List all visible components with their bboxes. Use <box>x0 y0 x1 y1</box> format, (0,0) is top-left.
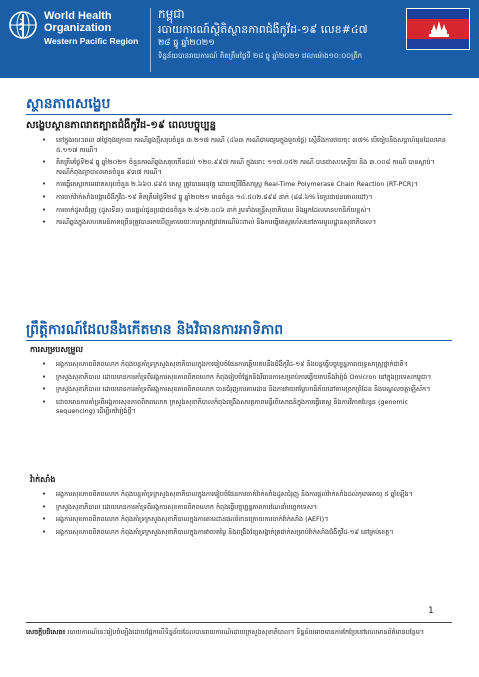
list-item: • ការចាក់វ៉ាក់សាំងបង្ការជំងឺកូវីដ-១៩ គិតត្រឹមថ្ងៃទី២៨ ធ្នូ ឆ្នាំ២០២១ មានចំនួន ១៤.៥០២.៨៩៨ នាក់ (៨៨.៦% នៃប្រជាជនគោលដៅ)។ <box>38 193 448 203</box>
list-item: • អង្គការសុខភាពពិភពលោក កំពុងគាំទ្រក្រសួងសុខាភិបាលក្នុងការវាយតម្លៃ និងពង្រឹងខ្សែសង្វាក់ត្រជាក់សម្រាប់វ៉ាក់សាំងជំងឺកូវីដ-១៩ នៅគ្រប់ខេត្ត។ <box>38 528 448 538</box>
list-item: • ដោយមានការគាំទ្រពីអង្គការសុខភាពពិភពលោក ក្រសួងសុខាភិបាលកំពុងពង្រឹងសមត្ថភាពមន្ទីរពិសោធន៍ក្នុងការធ្វើតេស្ត និងការវិភាគហ្សែន (genomic sequencing) ដើម្បីរកវ៉ារ្យ៉ង់ថ្មី។ <box>38 398 448 417</box>
situation-list <box>38 136 448 231</box>
list-item: • ករណីឆ្លងក្នុងសហគមន៍ភាគច្រើនត្រូវបានរកឃើញតាមរយៈការស្រាវជ្រាវករណីប៉ះពាល់ និងការធ្វើតេស្តរហ័សនៅតាមមូលដ្ឋានសុខាភិបាល។ <box>38 218 448 228</box>
list-item: • អង្គការសុខភាពពិភពលោក កំពុងគាំទ្រក្រសួងសុខាភិបាលក្នុងការតាមដានផលរំខានក្រោយការចាក់វ៉ាក់សាំង (AEFI)។ <box>38 515 448 525</box>
list-item: • ក្រសួងសុខាភិបាល ដោយមានការគាំទ្រពីអង្គការសុខភាពពិភពលោក កំពុងធ្វើបច្ចុប្បន្នភាពការណែនាំបច្ចេកទេស។ <box>38 503 448 513</box>
list-item: • ការចាក់ដូសជំរុញ (ដូសទី៣) បានផ្តល់ជូនប្រជាជនចំនួន ២.៨១២.០០៦ នាក់ រួមទាំងមន្ត្រីសុខាភិបាល និងអ្នកដែលមានហានិភ័យខ្ពស់។ <box>38 206 448 216</box>
list-item: • អង្គការសុខភាពពិភពលោក កំពុងបន្តគាំទ្រក្រសួងសុខាភិបាលក្នុងការរៀបចំផែនការឆ្លើយតបនឹងជំងឺកូវីដ-១៩ និងបន្តធ្វើបច្ចុប្បន្នភាពយុទ្ធសាស្ត្រថ្នាក់ជាតិ។ <box>38 360 448 370</box>
list-item: • អង្គការសុខភាពពិភពលោក កំពុងបន្តគាំទ្រក្រសួងសុខាភិបាលក្នុងការរៀបចំផែនការចាក់វ៉ាក់សាំងដូសជំរុញ និងការផ្តល់វ៉ាក់សាំងដល់កុមារអាយុ ៥ ឆ្នាំឡើង។ <box>38 490 448 500</box>
org-region: Western Pacific Region <box>44 36 139 46</box>
cambodia-flag-icon <box>406 8 470 50</box>
org-name-line2: Organization <box>44 22 112 34</box>
report-title: របាយការណ៍ស្ថិតិស្ថានភាពជំងឺកូវីដ-១៩ លេខ#៤៧ <box>158 23 368 36</box>
vaccine-list <box>38 490 448 540</box>
list-item: • គិតត្រឹមថ្ងៃទី២៨ ធ្នូ ឆ្នាំ២០២១ ចំនួនករណីឆ្លងសរុបកើនដល់ ១២០.៩៩៧ ករណី ក្នុងនោះ ១១៧.០៥២ ករណី បានជាសះស្បើយ និង ៣.០០៨ ករណី បានស្លាប់។ ករណីកំពុងព្យាបាលមានចំនួន ៩៣៧ ករណី។ <box>38 158 448 177</box>
situation-rule <box>26 114 452 115</box>
list-item: • ក្រសួងសុខាភិបាល ដោយមានការគាំទ្រពីអង្គការសុខភាពពិភពលោក កំពុងរៀបចំផ្នែកនិងវិធានការសម្រាប់ការឆ្លើយតបនឹងវ៉ារ្យ៉ង់ Omicron នៅក្នុងប្រទេសកម្ពុជា។ <box>38 373 448 383</box>
banner-divider <box>150 8 151 72</box>
list-item: • នៅក្នុងរយៈពេល ៧ថ្ងៃចុងក្រោយ ករណីឆ្លងថ្មីសរុបចំនួន ៣.២១៧ ករណី (៤៦៣ ករណីជាមធ្យមក្នុងមួយថ្ងៃ) ស្មើនឹងការថយចុះ ៣៧% បើធៀបនឹងសប្តាហ៍មុនដែលមាន ៥.១១៧ ករណី។ <box>38 136 448 155</box>
country-name: កម្ពុជា <box>158 7 185 21</box>
org-name-line1: World Health <box>44 10 112 22</box>
coordination-list <box>38 360 448 420</box>
data-period: ទិន្នន័យបានរាយការណ៍ គិតត្រឹមថ្ងៃទី ២៨ ធ្នូ ឆ្នាំ២០២១ វេលាម៉ោង១០:០០ព្រឹក <box>158 52 363 60</box>
report-title-block <box>158 6 368 62</box>
footnote-rule <box>26 622 452 623</box>
situation-subtitle: សង្ខេបស្ថានភាពរាតត្បាតជំងឺកូវីដ-១៩ ពេលបច្ចុប្បន្ន <box>26 120 216 131</box>
vaccine-heading: វ៉ាក់សាំង <box>30 475 56 484</box>
footnote-label: សេចក្តីបដិសេធ៖ <box>26 628 66 636</box>
who-emblem-icon <box>8 10 38 40</box>
org-name-block <box>44 10 138 47</box>
list-item: • ក្រសួងសុខាភិបាល ដោយមានការគាំទ្រពីអង្គការសុខភាពពិភពលោក បានជំរុញការតាមដាន និងការវាយតម្លៃហានិភ័យនៅតាមច្រកព្រំដែន និងមណ្ឌលចត្តាឡីស័ក។ <box>38 385 448 395</box>
list-item: • ការធ្វើតេស្តរកមេរោគសរុបចំនួន ២.៦៦០.៨៩៥ តេស្ត ត្រូវបានអនុវត្ត ដោយប្រើវិធីសាស្ត្រ Real-Time Polymerase Chain Reaction (RT-PCR)។ <box>38 180 448 190</box>
page-number: 1 <box>428 606 434 616</box>
report-date: ២៨ ធ្នូ ឆ្នាំ២០២១ <box>158 38 215 48</box>
response-rule <box>26 340 452 341</box>
footnote-text: របាយការណ៍នេះរៀបចំឡើងដោយផ្អែកលើទិន្នន័យដែលបានរាយការណ៍ដោយក្រសួងសុខាភិបាល។ ទិន្នន័យអាចមានការកែប្រែនៅពេលមានព័ត៌មានបន្ថែម។ <box>67 628 425 636</box>
situation-title: ស្ថានភាពសង្ខេប <box>26 96 111 112</box>
footnote <box>26 627 452 637</box>
angkor-temple-icon <box>428 21 450 38</box>
coordination-heading: ការសម្របសម្រួល <box>30 345 84 354</box>
response-title: ព្រឹត្តិការណ៍ដែលនឹងកើតមាន និងវិធានការអាទិភាព <box>26 322 284 338</box>
report-banner <box>0 0 479 78</box>
